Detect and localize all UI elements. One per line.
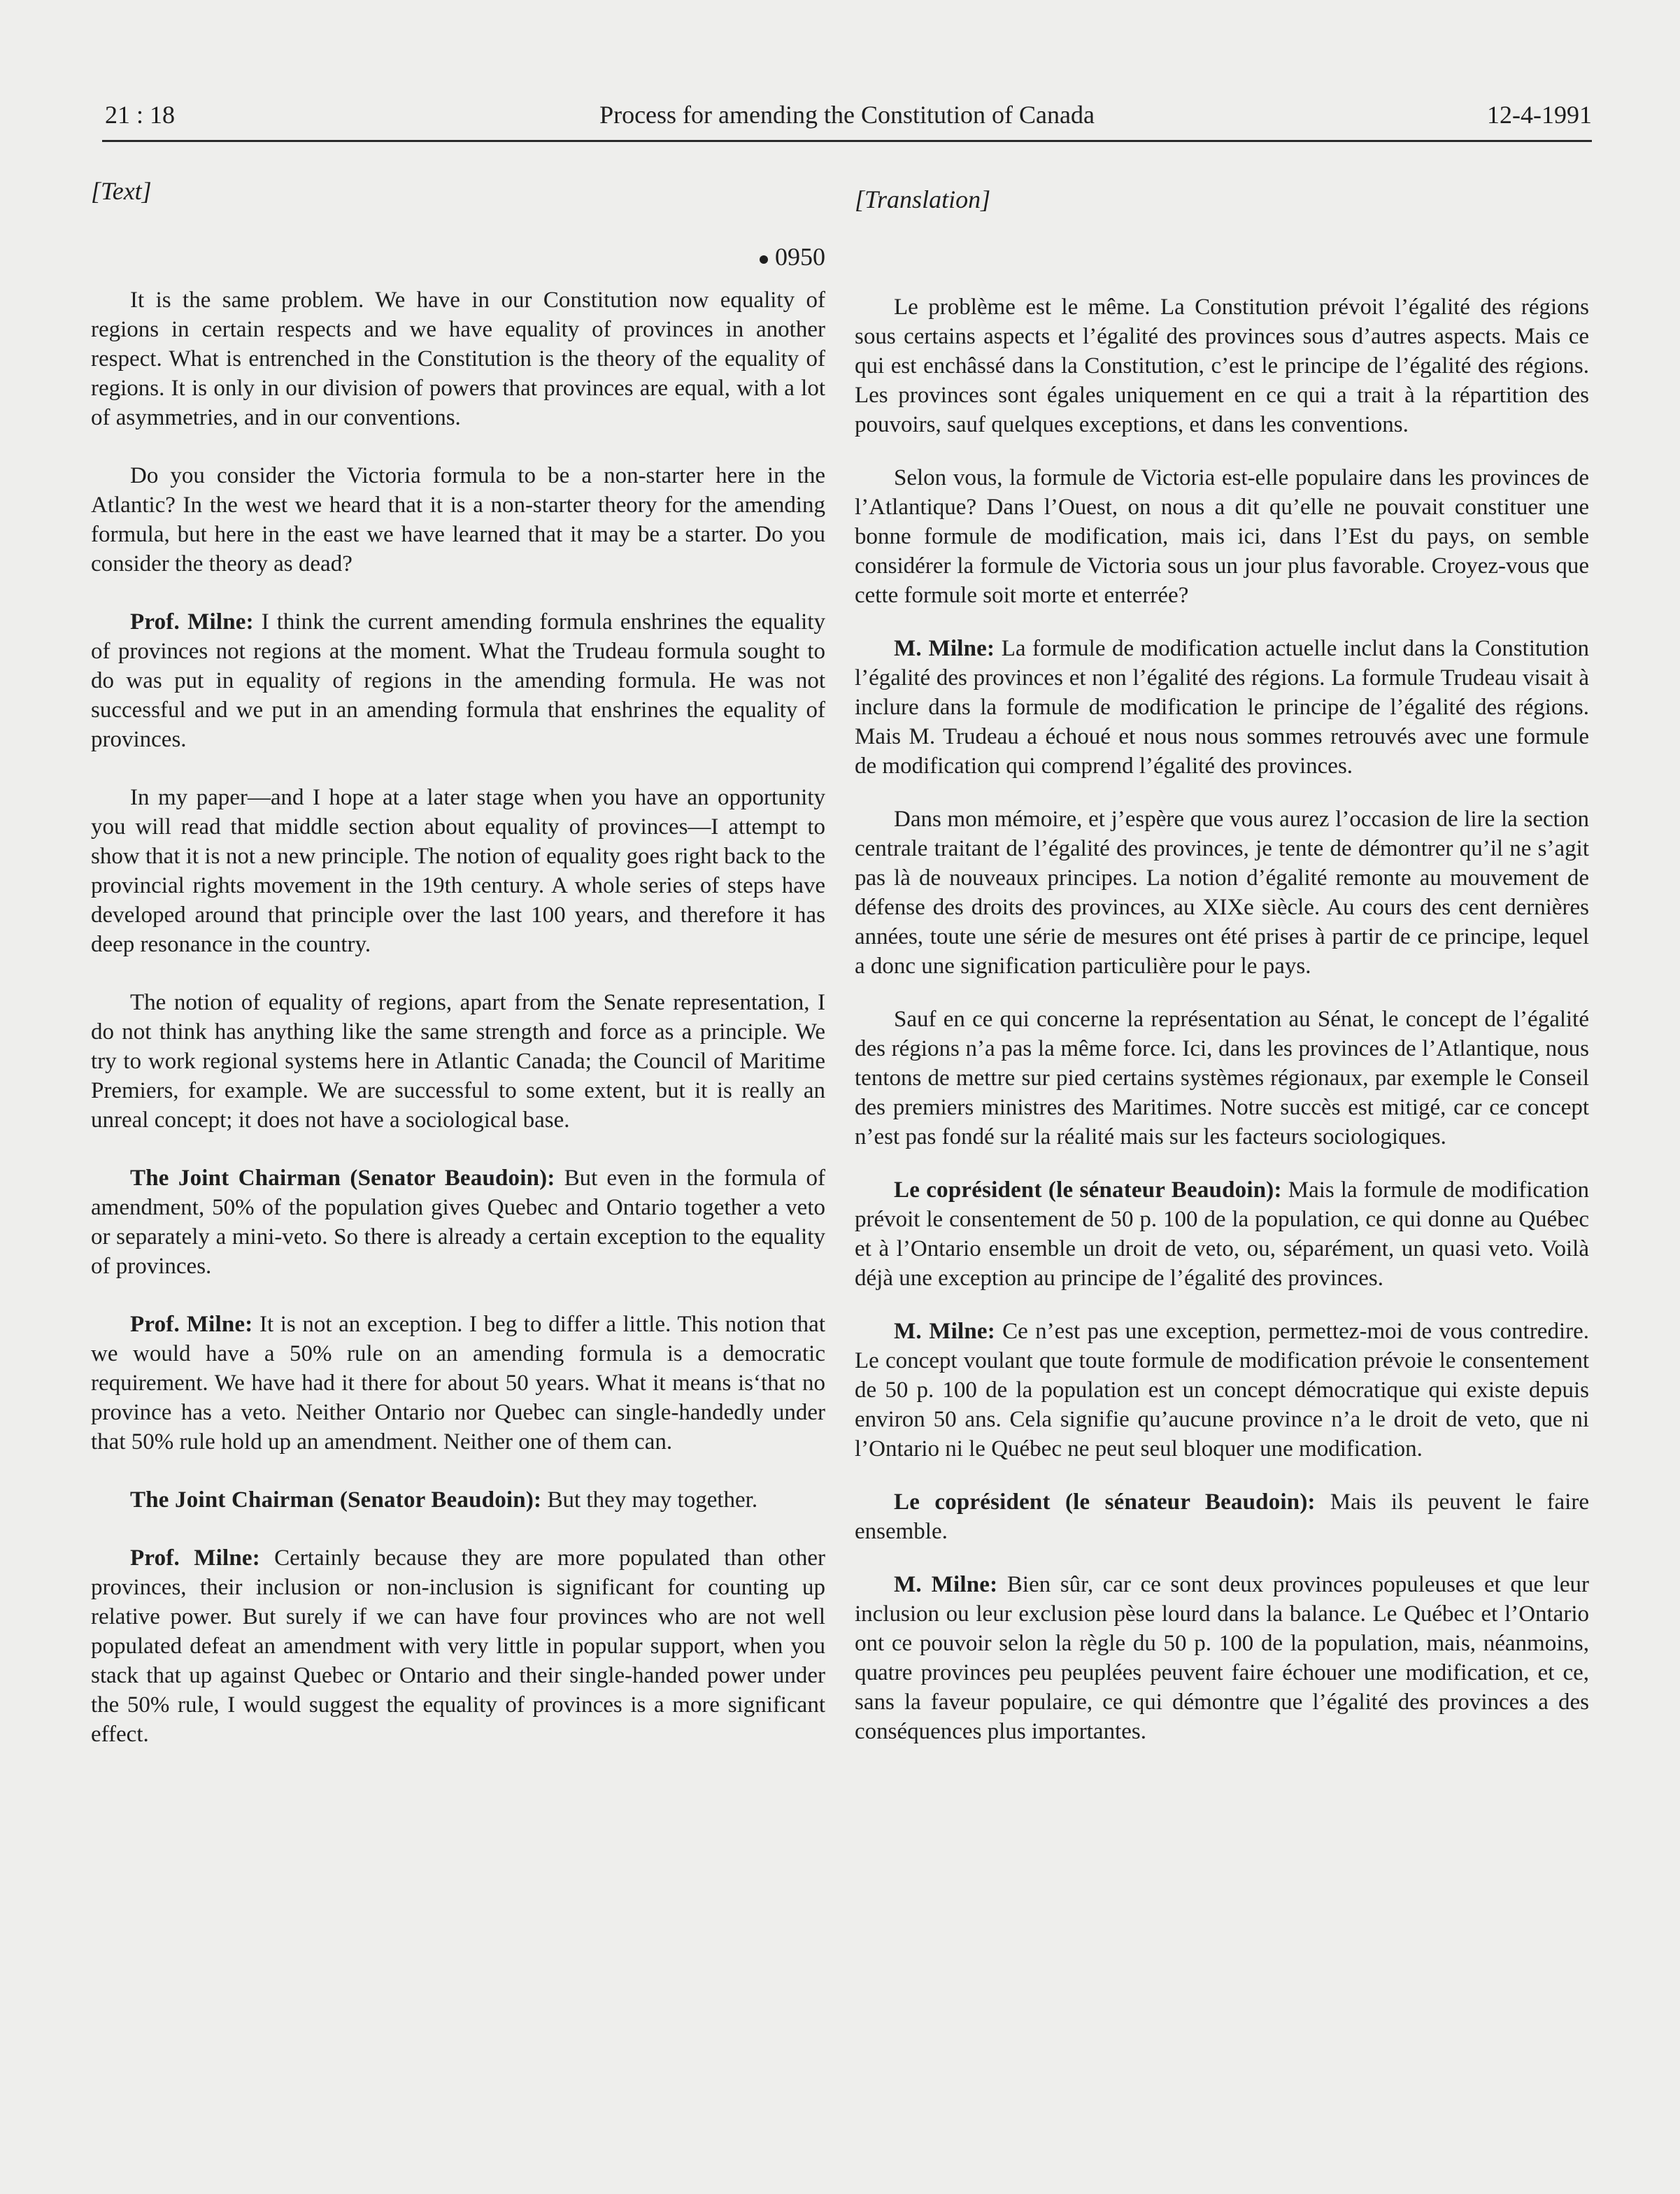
paragraph-text: But they may together.: [547, 1487, 758, 1513]
paragraph-text: In my paper—and I hope at a later stage when you have an opportunity you will read that middle section about equality of provinces—I attempt to show that it is not a new principle. The notion of equality goes right back to the provincial rights movement in the 19th century. A whole series of steps have developed around that principle over the last 100 years, and therefore it has deep resonance in the country.: [91, 785, 825, 957]
paragraph-text: It is the same problem. We have in our Constitution now equality of regions in certain respects and we have equality of provinces in another respect. What is entrenched in the Constitution is the theory of the equality of regions. It is only in our division of powers that provinces are equal, with a lot of asymmetries, and in our conventions.: [91, 288, 825, 430]
bullet-icon: [760, 255, 768, 264]
english-column: [91, 175, 825, 1778]
paragraph-text: Bien sûr, car ce sont deux provinces populeuses et que leur inclusion ou leur exclusion pèse lourd dans la balance. Le Québec et l’Ontario ont ce pouvoir selon la règle du 50 p. 100 de la population, mais, néanmoins, quatre provinces peu peuplées peuvent faire échouer une modification, et ce, sans la faveur populaire, ce qui démontre que l’égalité des provinces a des conséquences plus importantes.: [855, 1572, 1590, 1744]
paragraph: [91, 1485, 825, 1515]
speaker-name: M. Milne:: [894, 1572, 998, 1597]
text-column-label: [Text]: [91, 177, 152, 205]
paragraph-text: Dans mon mémoire, et j’espère que vous aurez l’occasion de lire la section centrale traitant de l’égalité des provinces, je tente de démontrer qu’il ne s’agit pas là de nouveaux principes. La notion d’égalité remonte au mouvement de défense des droits des provinces, au XIXe siècle. Au cours des cent dernières années, toute une série de mesures ont été prises à partir de ce principe, lequel a donc une signification particulière pour le pays.: [855, 807, 1589, 979]
paragraph-text: Le problème est le même. La Constitution prévoit l’égalité des régions sous certains aspects et l’égalité des provinces sous d’autres aspects. Mais ce qui est enchâssé dans la Constitution, c’est le principe de l’égalité des régions. Les provinces sont égales uniquement en ce qui a trait à la répartition des pouvoirs, sauf quelques exceptions, et dans les conventions.: [855, 295, 1589, 437]
paragraph-text: Do you consider the Victoria formula to be a non-starter here in the Atlantic? In the west we heard that it is a non-starter theory for the amending formula, but here in the east we have learned that it may be a starter. Do you consider the theory as dead?: [91, 463, 825, 576]
paragraph: [91, 607, 825, 754]
paragraph-text: La formule de modification actuelle inclut dans la Constitution l’égalité des provinces et non l’égalité des régions. La formule Trudeau visait à inclure dans la formule de modification le principe de l’égalité des régions. Mais M. Trudeau a échoué et nous nous sommes retrouvés avec une formule de modification qui comprend l’égalité des provinces.: [855, 636, 1590, 779]
paragraph: [855, 1570, 1589, 1746]
paragraph: [855, 463, 1589, 610]
speaker-name: M. Milne:: [894, 1319, 995, 1344]
paragraph-text: Sauf en ce qui concerne la représentation au Sénat, le concept de l’égalité des régions n’a pas la même force. Ici, dans les provinces de l’Atlantique, nous tentons de mettre sur pied certains systèmes régionaux, par exemple le Conseil des premiers ministres des Maritimes. Notre succès est mitigé, car ce concept n’est pas fondé sur la réalité mais sur les facteurs sociologiques.: [855, 1007, 1589, 1149]
speaker-name: Le coprésident (le sénateur Beaudoin):: [894, 1177, 1282, 1203]
french-paragraphs: [855, 292, 1589, 1746]
time-marker: [91, 241, 825, 273]
paragraph: [855, 634, 1589, 781]
paragraph: [91, 1163, 825, 1281]
paragraph-text: Ce n’est pas une exception, permettez-moi de vous contredire. Le concept voulant que toute formule de modification prévoie le consentement de 50 p. 100 de la population est un concept démocratique qui existe depuis environ 50 ans. Cela signifie qu’aucune province n’a le droit de veto, que ni l’Ontario ni le Québec ne peut seul bloquer une modification.: [855, 1319, 1590, 1462]
paragraph-text: Mais ils peuvent le faire ensemble.: [855, 1489, 1589, 1544]
speaker-name: The Joint Chairman (Senator Beaudoin):: [130, 1487, 542, 1513]
paragraph: [855, 1487, 1589, 1546]
speaker-name: Prof. Milne:: [130, 1545, 260, 1571]
document-date: 12-4-1991: [1487, 101, 1592, 129]
paragraph-text: It is not an exception. I beg to differ a little. This notion that we would have a 50% rule on an amending formula is a democratic requirement. We have had it there for about 50 years. What it means is‘that no province has a veto. Neither Ontario nor Quebec can single-handedly under that 50% rule hold up an amendment. Neither one of them can.: [91, 1312, 825, 1455]
speaker-name: Prof. Milne:: [130, 609, 254, 635]
paragraph-text: Mais la formule de modification prévoit le consentement de 50 p. 100 de la population, ce qui donne au Québec et à l’Ontario ensemble un droit de veto, ou, séparément, un quasi veto. Voilà déjà une exception au principe de l’égalité des provinces.: [855, 1177, 1589, 1291]
paragraph: [855, 1005, 1589, 1152]
paragraph-text: Certainly because they are more populated than other provinces, their inclusion or non-inclusion is significant for counting up relative power. But surely if we can have four provinces who are not well populated defeat an amendment with very little in popular support, when you stack that up against Quebec or Ontario and their single-handed power under the 50% rule, I would suggest the equality of provinces is a more significant effect.: [91, 1545, 826, 1747]
running-header: [102, 98, 1592, 142]
paragraph: [91, 988, 825, 1135]
paragraph-text: I think the current amending formula enshrines the equality of provinces not regions at the moment. What the Trudeau formula sought to do was put in equality of regions in the amending formula. He was not successful and we put in an amending formula that enshrines the equality of provinces.: [91, 609, 825, 752]
paragraph-text: But even in the formula of amendment, 50% of the population gives Quebec and Ontario together a veto or separately a mini-veto. So there is already a certain exception to the equality of provinces.: [91, 1166, 825, 1279]
paragraph: [91, 783, 825, 959]
time-marker-value: 0950: [775, 243, 825, 271]
paragraph: [91, 461, 825, 579]
speaker-name: M. Milne:: [894, 636, 995, 661]
speaker-name: Prof. Milne:: [130, 1312, 253, 1337]
paragraph: [91, 285, 825, 432]
paragraph: [91, 1543, 825, 1749]
paragraph-text: The notion of equality of regions, apart from the Senate representation, I do not think has anything like the same strength and force as a principle. We try to work regional systems here in Atlantic Canada; the Council of Maritime Premiers, for example. We are successful to some extent, but it is really an unreal concept; it does not have a sociological base.: [91, 990, 825, 1133]
translation-column-label: [Translation]: [855, 185, 991, 213]
french-column: [855, 175, 1589, 1770]
paragraph: [855, 292, 1589, 439]
speaker-name: Le coprésident (le sénateur Beaudoin):: [894, 1489, 1316, 1515]
paragraph: [855, 1317, 1589, 1464]
english-paragraphs: [91, 285, 825, 1749]
paragraph-text: Selon vous, la formule de Victoria est-elle populaire dans les provinces de l’Atlantique? Dans l’Ouest, on nous a dit qu’elle ne pouvait constituer une bonne formule de modification, mais ici, dans l’Est du pays, on semble considérer la formule de Victoria sous un jour plus favorable. Croyez-vous que cette formule soit morte et enterrée?: [855, 465, 1589, 608]
paragraph: [855, 1175, 1589, 1293]
paragraph: [855, 805, 1589, 981]
speaker-name: The Joint Chairman (Senator Beaudoin):: [130, 1166, 555, 1191]
paragraph: [91, 1310, 825, 1457]
page-number: 21 : 18: [105, 101, 176, 129]
document-title: Process for amending the Constitution of Canada: [599, 101, 1095, 129]
